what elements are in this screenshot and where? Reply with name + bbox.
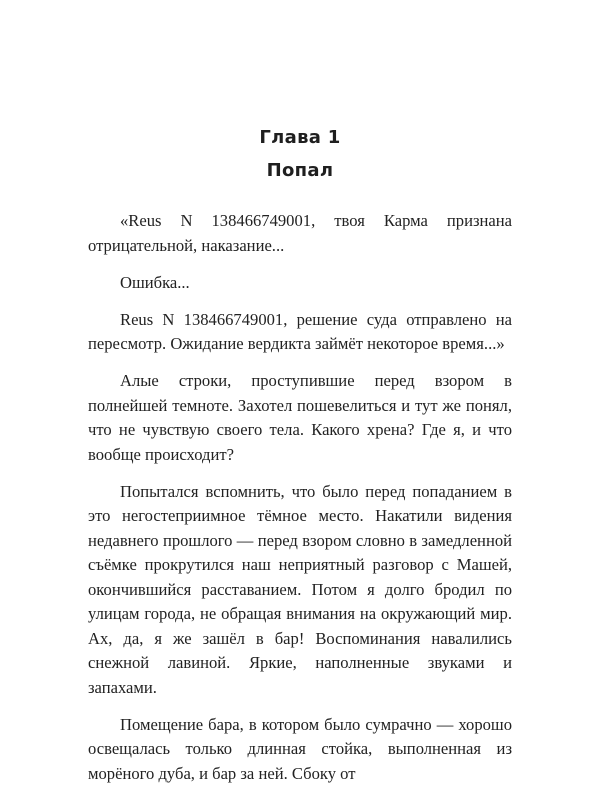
paragraph: Попытался вспомнить, что было перед попаданием в это негостеприимное тёмное место. Накатили видения недавнего прошлого — перед взором словно в замедленной съёмке прокрутился наш неприятный разговор с Машей, окончившийся расставанием. Потом я долго бродил по улицам города, не обращая внимания на окружающий мир. Ах, да, я же зашёл в бар! Воспоминания навалились снежной лавиной. Яркие, наполненные звуками и запахами. — [88, 481, 512, 697]
chapter-number: Глава 1 — [259, 127, 341, 148]
paragraph: Reus N 138466749001, решение суда отправлено на пересмотр. Ожидание вердикта займёт некоторое время...» — [88, 309, 512, 353]
paragraph: Алые строки, проступившие перед взором в полнейшей темноте. Захотел пошевелиться и тут же понял, что не чувствую своего тела. Какого хрена? Где я, и что вообще происходит? — [88, 371, 512, 464]
chapter-body — [88, 209, 512, 799]
paragraph: «Reus N 138466749001, твоя Карма признана отрицательной, наказание... — [88, 211, 512, 255]
paragraph: Помещение бара, в котором было сумрачно — хорошо освещалась только длинная стойка, выполненная из морёного дуба, и бар за ней. Сбоку от — [88, 714, 512, 783]
chapter-title: Попал — [266, 160, 334, 181]
paragraph: Ошибка... — [120, 272, 190, 292]
